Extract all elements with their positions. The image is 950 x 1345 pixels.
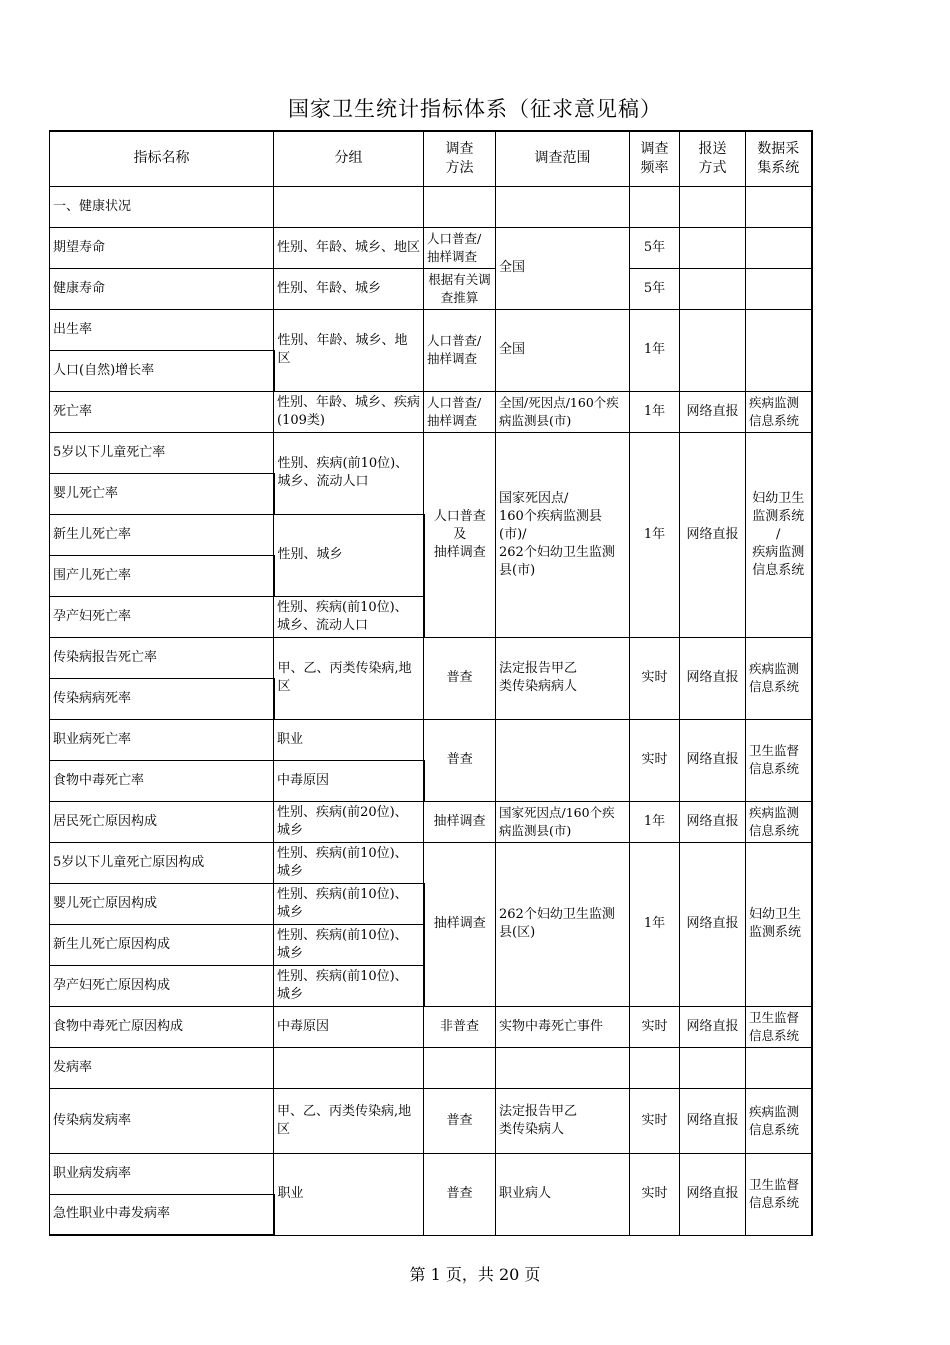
page-title: 国家卫生统计指标体系（征求意见稿） [288,97,662,121]
scope-cell: 国家死因点/ 160个疾病监测县(市)/ 262个妇幼卫生监测县(市) [496,432,630,637]
method-cell: 人口普查/抽样调查 [424,309,496,391]
scope-cell: 全国 [496,227,630,309]
indicator-name: 职业病死亡率 [50,719,274,760]
method-cell: 人口普查/抽样调查 [424,227,496,268]
table-row [50,227,812,268]
group-cell: 性别、疾病(前10位)、城乡 [274,883,424,924]
method-cell: 抽样调查 [424,801,496,842]
header-name: 指标名称 [50,131,274,186]
header-method: 调查 方法 [424,131,496,186]
freq-cell: 1年 [630,309,680,391]
system-cell: 疾病监测信息系统 [746,637,812,719]
indicator-name: 婴儿死亡原因构成 [50,883,274,924]
indicator-table [49,130,813,1236]
group-cell: 性别、城乡 [274,514,424,596]
group-cell: 性别、年龄、城乡、疾病(109类) [274,391,424,432]
indicator-name: 孕产妇死亡原因构成 [50,965,274,1006]
header-system: 数据采 集系统 [746,131,812,186]
report-cell: 网络直报 [680,1006,746,1047]
report-cell: 网络直报 [680,719,746,801]
indicator-name: 婴儿死亡率 [50,473,274,514]
header-row [50,131,812,186]
system-cell: 卫生监督信息系统 [746,1006,812,1047]
system-cell: 疾病监测信息系统 [746,801,812,842]
report-cell: 网络直报 [680,391,746,432]
report-cell: 网络直报 [680,637,746,719]
indicator-name: 孕产妇死亡率 [50,596,274,637]
table-row [50,801,812,842]
freq-cell: 实时 [630,1088,680,1153]
indicator-name: 传染病病死率 [50,678,274,719]
system-cell: 卫生监督信息系统 [746,1153,812,1235]
group-cell: 性别、疾病(前10位)、城乡 [274,965,424,1006]
group-cell: 中毒原因 [274,1006,424,1047]
indicator-name: 食物中毒死亡率 [50,760,274,801]
indicator-name: 食物中毒死亡原因构成 [50,1006,274,1047]
indicator-name: 期望寿命 [50,227,274,268]
indicator-name: 人口(自然)增长率 [50,350,274,391]
report-cell: 网络直报 [680,1088,746,1153]
report-cell: 网络直报 [680,432,746,637]
scope-cell: 全国/死因点/160个疾病监测县(市) [496,391,630,432]
group-cell: 性别、疾病(前10位)、城乡、流动人口 [274,596,424,637]
freq-cell: 实时 [630,1153,680,1235]
table-row [50,1088,812,1153]
section-heading: 一、健康状况 [50,186,274,227]
indicator-name: 出生率 [50,309,274,350]
indicator-name: 急性职业中毒发病率 [50,1194,274,1235]
group-cell: 性别、疾病(前10位)、城乡、流动人口 [274,432,424,514]
scope-cell: 实物中毒死亡事件 [496,1006,630,1047]
table-row [50,432,812,473]
freq-cell: 5年 [630,227,680,268]
indicator-name: 死亡率 [50,391,274,432]
header-freq: 调查 频率 [630,131,680,186]
indicator-name: 传染病报告死亡率 [50,637,274,678]
indicator-name: 发病率 [50,1047,274,1088]
indicator-name: 5岁以下儿童死亡原因构成 [50,842,274,883]
group-cell: 甲、乙、丙类传染病,地区 [274,637,424,719]
system-cell: 妇幼卫生监测系统 / 疾病监测信息系统 [746,432,812,637]
system-cell: 卫生监督信息系统 [746,719,812,801]
freq-cell: 1年 [630,432,680,637]
table-row [50,719,812,760]
method-cell: 抽样调查 [424,842,496,1006]
indicator-name: 新生儿死亡率 [50,514,274,555]
table-row [50,1153,812,1194]
freq-cell: 实时 [630,719,680,801]
report-cell: 网络直报 [680,801,746,842]
method-cell: 非普查 [424,1006,496,1047]
table-row [50,1047,812,1088]
table-row [50,186,812,227]
method-cell: 根据有关调查推算 [424,268,496,309]
freq-cell: 实时 [630,1006,680,1047]
group-cell: 性别、年龄、城乡 [274,268,424,309]
table-row [50,268,812,309]
freq-cell: 1年 [630,842,680,1006]
freq-cell: 5年 [630,268,680,309]
table-row [50,637,812,678]
freq-cell: 实时 [630,637,680,719]
indicator-name: 居民死亡原因构成 [50,801,274,842]
group-cell: 性别、疾病(前20位)、城乡 [274,801,424,842]
indicator-name: 传染病发病率 [50,1088,274,1153]
header-scope: 调查范围 [496,131,630,186]
indicator-name: 围产儿死亡率 [50,555,274,596]
system-cell: 疾病监测信息系统 [746,391,812,432]
method-cell: 普查 [424,1088,496,1153]
table-row [50,842,812,883]
method-cell: 人口普查/抽样调查 [424,391,496,432]
group-cell: 性别、年龄、城乡、地区 [274,309,424,391]
group-cell: 中毒原因 [274,760,424,801]
header-report: 报送 方式 [680,131,746,186]
group-cell: 职业 [274,719,424,760]
method-cell: 人口普查 及 抽样调查 [424,432,496,637]
scope-cell: 262个妇幼卫生监测县(区) [496,842,630,1006]
header-group: 分组 [274,131,424,186]
system-cell: 疾病监测信息系统 [746,1088,812,1153]
page-footer [0,1262,950,1285]
freq-cell: 1年 [630,391,680,432]
scope-cell: 法定报告甲乙 类传染病人 [496,1088,630,1153]
indicator-name: 新生儿死亡原因构成 [50,924,274,965]
group-cell: 职业 [274,1153,424,1235]
indicator-name: 5岁以下儿童死亡率 [50,432,274,473]
table-row [50,391,812,432]
indicator-name: 职业病发病率 [50,1153,274,1194]
freq-cell: 1年 [630,801,680,842]
group-cell: 性别、疾病(前10位)、城乡 [274,842,424,883]
scope-cell: 全国 [496,309,630,391]
indicator-name: 健康寿命 [50,268,274,309]
group-cell: 性别、疾病(前10位)、城乡 [274,924,424,965]
scope-cell: 国家死因点/160个疾病监测县(市) [496,801,630,842]
method-cell: 普查 [424,719,496,801]
scope-cell: 法定报告甲乙 类传染病病人 [496,637,630,719]
table-row [50,1006,812,1047]
group-cell: 甲、乙、丙类传染病,地区 [274,1088,424,1153]
table-row [50,309,812,350]
page-number: 第 1 页，共 20 页 [409,1265,541,1284]
scope-cell: 职业病人 [496,1153,630,1235]
method-cell: 普查 [424,1153,496,1235]
report-cell: 网络直报 [680,842,746,1006]
group-cell: 性别、年龄、城乡、地区 [274,227,424,268]
scope-cell [496,719,630,801]
report-cell: 网络直报 [680,1153,746,1235]
method-cell: 普查 [424,637,496,719]
system-cell: 妇幼卫生监测系统 [746,842,812,1006]
